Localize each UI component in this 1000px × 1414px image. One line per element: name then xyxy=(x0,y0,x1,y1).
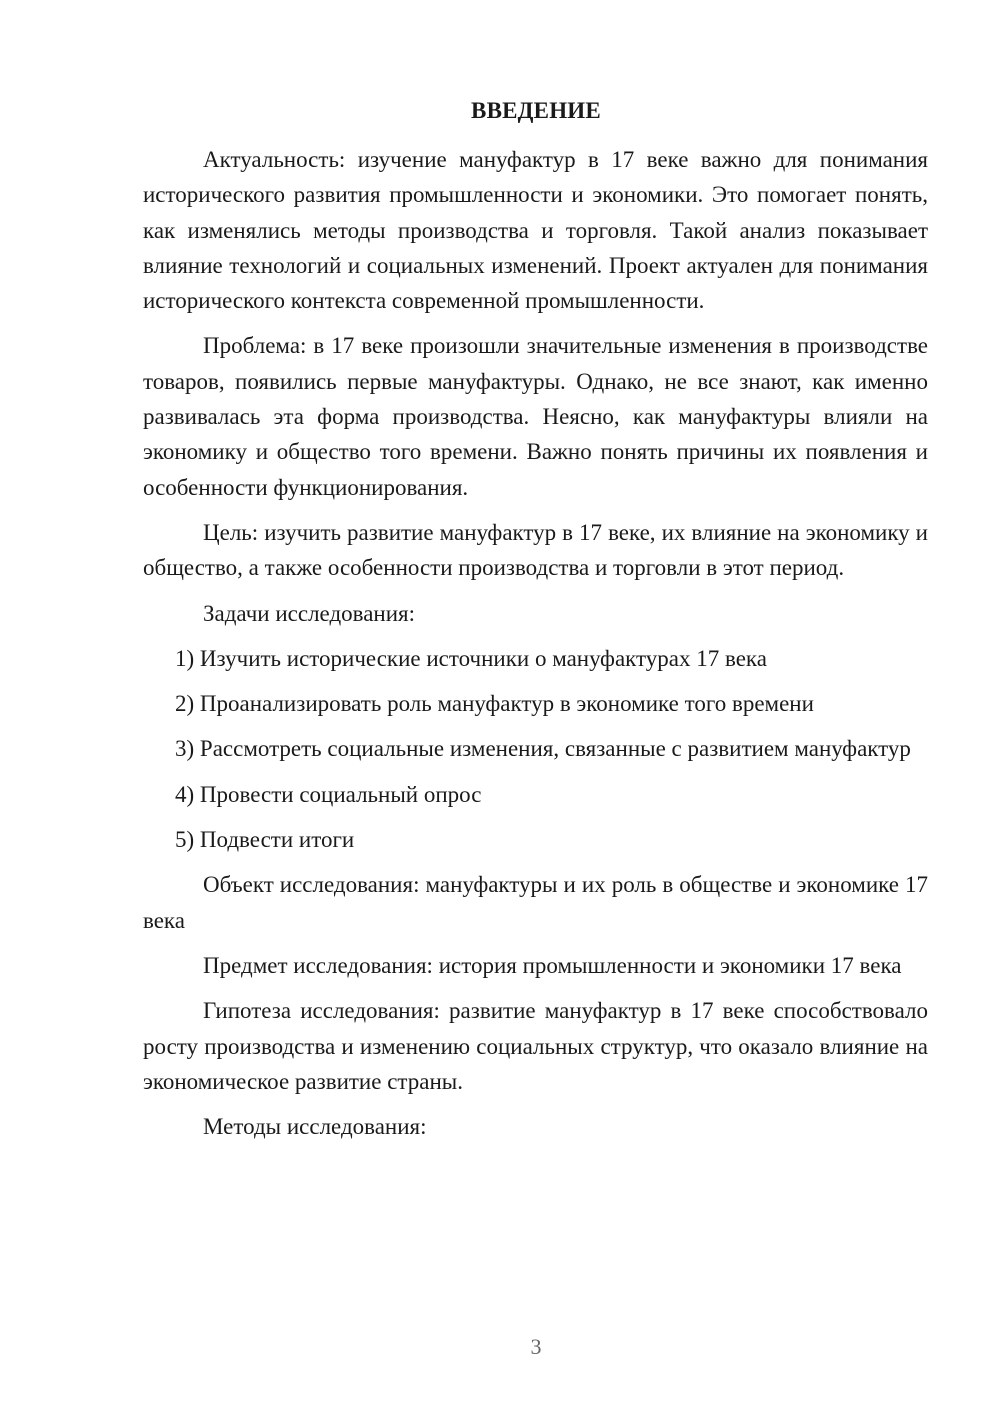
task-item: 5) Подвести итоги xyxy=(175,827,355,853)
goal-paragraph: Цель: изучить развитие мануфактур в 17 веке, их влияние на экономику и общество, а также особенности производства и торговли в этот период. xyxy=(143,519,928,581)
problem-paragraph: Проблема: в 17 веке произошли значительные изменения в производстве товаров, появились первые мануфактуры. Однако, не все знают, как именно развивалась эта форма производства. Неясно, как мануфактуры влияли на экономику и общество того времени. Важно понять причины их появления и особенности функционирования. xyxy=(143,333,928,500)
object-paragraph: Объект исследования: мануфактуры и их роль в обществе и экономике 17 века xyxy=(143,872,928,933)
task-item: 3) Рассмотреть социальные изменения, связанные с развитием мануфактур xyxy=(175,736,911,762)
page-title: ВВЕДЕНИЕ xyxy=(471,98,601,123)
task-item: 4) Провести социальный опрос xyxy=(175,781,482,807)
task-item: 1) Изучить исторические источники о мануфактурах 17 века xyxy=(175,645,767,671)
methods-heading: Методы исследования: xyxy=(203,1114,427,1140)
task-item: 2) Проанализировать роль мануфактур в экономике того времени xyxy=(175,691,814,717)
document-body xyxy=(143,142,928,1154)
hypothesis-paragraph: Гипотеза исследования: развитие мануфактур в 17 веке способствовало росту производства и изменению социальных структур, что оказало влияние на экономическое развитие страны. xyxy=(143,998,928,1094)
subject-paragraph: Предмет исследования: история промышленности и экономики 17 века xyxy=(203,952,902,978)
relevance-paragraph: Актуальность: изучение мануфактур в 17 веке важно для понимания исторического развития промышленности и экономики. Это помогает понять, как изменялись методы производства и торговля. Такой анализ показывает влияние технологий и социальных изменений. Проект актуален для понимания исторического контекста современной промышленности. xyxy=(143,147,928,314)
tasks-heading: Задачи исследования: xyxy=(203,600,416,626)
page-number: 3 xyxy=(530,1334,542,1359)
